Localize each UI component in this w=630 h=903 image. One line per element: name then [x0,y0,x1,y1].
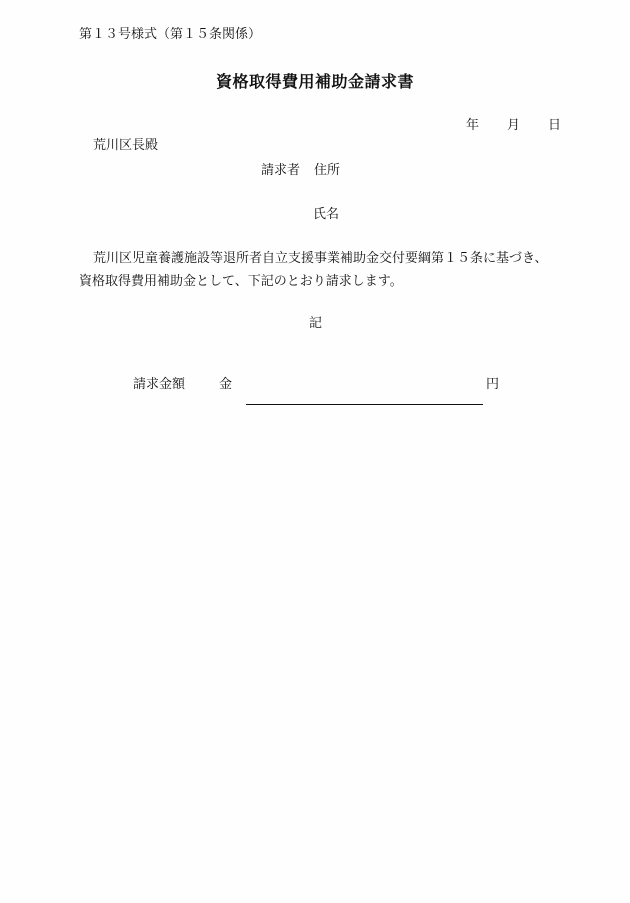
amount-underline [246,404,483,405]
claimant-address-row [261,163,340,179]
document-title: 資格取得費用補助金請求書 [215,72,414,91]
address-label: 住所 [314,163,341,178]
year-label: 年 [466,118,480,133]
amount-prefix: 金 [219,377,233,392]
ki-heading: 記 [309,316,323,331]
claimant-label: 請求者 [261,163,301,178]
body-text-line-2: 資格取得費用補助金として、下記のとおり請求します。 [79,274,403,289]
body-text-line-1: 荒川区児童養護施設等退所者自立支援事業補助金交付要綱第１５条に基づき、 [93,251,548,266]
name-label: 氏名 [313,207,340,222]
month-label: 月 [507,118,521,133]
addressee: 荒川区長殿 [93,138,159,153]
amount-unit: 円 [486,377,500,392]
date-block [438,118,561,134]
day-label: 日 [548,118,562,133]
amount-label: 請求金額 [133,377,186,392]
form-number: 第１３号様式（第１５条関係） [79,27,262,42]
amount-field[interactable] [250,377,470,393]
